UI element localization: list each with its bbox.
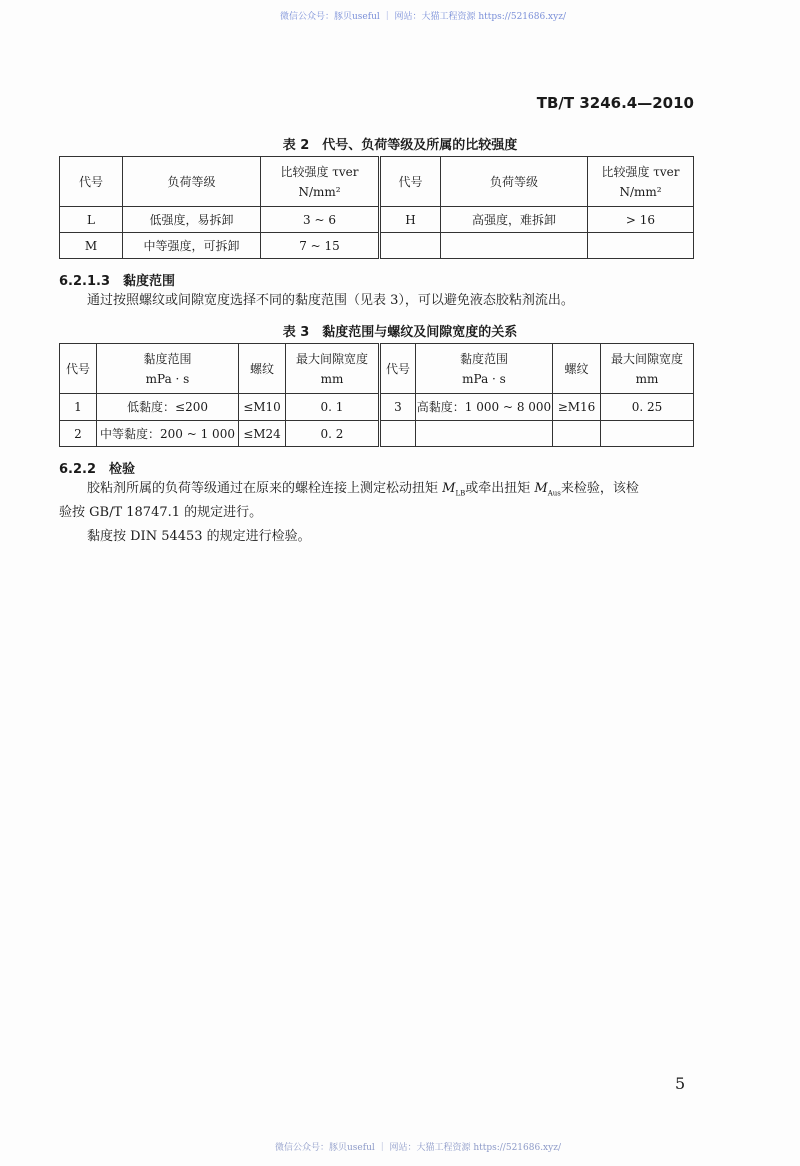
th-strength: 比较强度 τver N/mm² <box>261 157 380 207</box>
th-code: 代号 <box>380 344 416 394</box>
cell: 中等黏度：200 ~ 1 000 <box>97 421 239 447</box>
section-622-heading: 6.2.2 检验 <box>59 462 136 477</box>
cell: 1 <box>60 394 97 421</box>
cell <box>601 421 694 447</box>
watermark-top: 微信公众号：豚贝useful ｜ 网站：大猫工程资源 https://521686.xyz/ <box>280 12 566 22</box>
cell: H <box>380 207 441 233</box>
section-6213-heading: 6.2.1.3 黏度范围 <box>59 274 176 289</box>
th-code: 代号 <box>60 157 123 207</box>
cell: ≤M24 <box>239 421 286 447</box>
cell: 7 ~ 15 <box>261 233 380 259</box>
table-row <box>60 207 694 233</box>
cell: 0. 2 <box>286 421 380 447</box>
th-code: 代号 <box>60 344 97 394</box>
cell: 0. 1 <box>286 394 380 421</box>
page-number: 5 <box>675 1074 686 1093</box>
th-viscosity: 黏度范围 mPa · s <box>416 344 553 394</box>
table2-caption: 表 2 代号、负荷等级及所属的比较强度 <box>282 138 518 153</box>
cell <box>441 233 588 259</box>
cell: 高强度，难拆卸 <box>441 207 588 233</box>
cell <box>588 233 694 259</box>
cell: ≤M10 <box>239 394 286 421</box>
section-622-para1-cont: 验按 GB/T 18747.1 的规定进行。 <box>59 505 263 520</box>
th-gap: 最大间隙宽度 mm <box>286 344 380 394</box>
cell: > 16 <box>588 207 694 233</box>
table2 <box>59 156 694 259</box>
standard-code: TB/T 3246.4—2010 <box>536 94 694 112</box>
table-row <box>60 421 694 447</box>
table3-caption: 表 3 黏度范围与螺纹及间隙宽度的关系 <box>282 325 518 340</box>
th-viscosity: 黏度范围 mPa · s <box>97 344 239 394</box>
cell: ≥M16 <box>553 394 601 421</box>
th-gap: 最大间隙宽度 mm <box>601 344 694 394</box>
section-622-para1: 胶粘剂所属的负荷等级通过在原来的螺栓连接上测定松动扭矩 $M_{LB}$或牵出扭矩 $M_{Aus}$来检验，该检 <box>87 481 639 498</box>
cell: 低强度，易拆卸 <box>123 207 261 233</box>
th-thread: 螺纹 <box>553 344 601 394</box>
cell: 2 <box>60 421 97 447</box>
cell: L <box>60 207 123 233</box>
section-6213-text: 通过按照螺纹或间隙宽度选择不同的黏度范围（见表 3），可以避免液态胶粘剂流出。 <box>87 293 574 308</box>
watermark-bottom: 微信公众号：豚贝useful ｜ 网站：大猫工程资源 https://521686.xyz/ <box>275 1143 561 1153</box>
cell: 3 <box>380 394 416 421</box>
cell: 3 ~ 6 <box>261 207 380 233</box>
th-thread: 螺纹 <box>239 344 286 394</box>
th-strength: 比较强度 τver N/mm² <box>588 157 694 207</box>
cell: 中等强度，可拆卸 <box>123 233 261 259</box>
cell <box>380 233 441 259</box>
cell: 低黏度：≤200 <box>97 394 239 421</box>
th-load: 负荷等级 <box>441 157 588 207</box>
th-code: 代号 <box>380 157 441 207</box>
section-622-para2: 黏度按 DIN 54453 的规定进行检验。 <box>87 529 311 544</box>
cell <box>416 421 553 447</box>
cell: 高黏度：1 000 ~ 8 000 <box>416 394 553 421</box>
cell: 0. 25 <box>601 394 694 421</box>
cell <box>380 421 416 447</box>
table3 <box>59 343 694 447</box>
cell <box>553 421 601 447</box>
table-row <box>60 394 694 421</box>
th-load: 负荷等级 <box>123 157 261 207</box>
table-row <box>60 233 694 259</box>
cell: M <box>60 233 123 259</box>
